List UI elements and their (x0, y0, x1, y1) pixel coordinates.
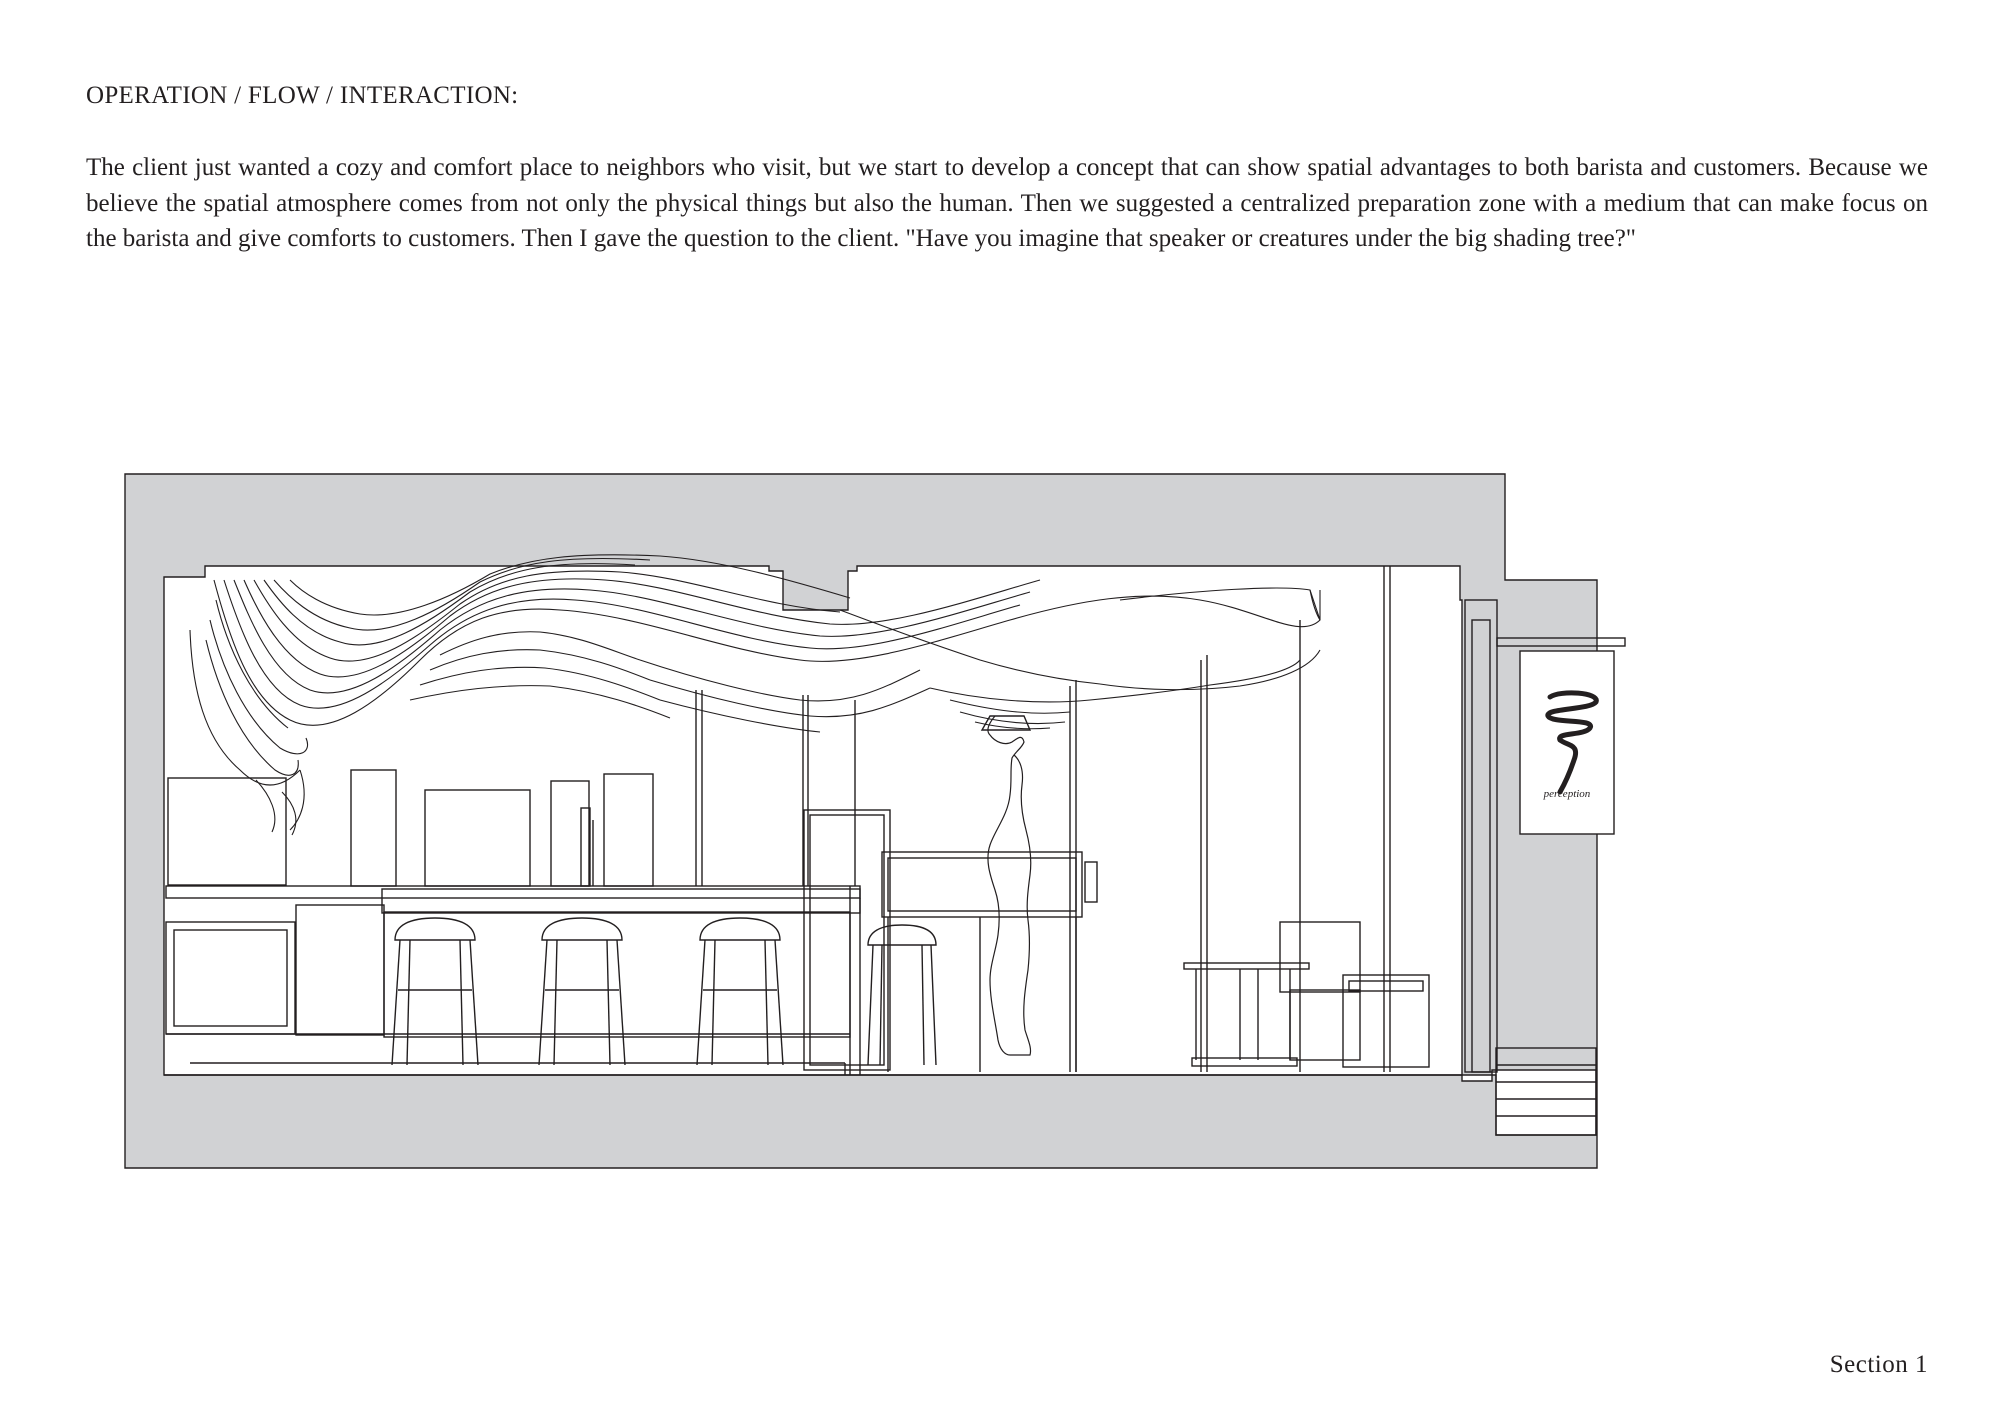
cafe-chair (1280, 922, 1360, 1060)
bar-stool (697, 918, 783, 1065)
ceiling-installation (190, 555, 1320, 835)
barista-figure (988, 716, 1031, 1055)
espresso-frame (804, 810, 890, 1070)
bar-stool (539, 918, 625, 1065)
body-paragraph: The client just wanted a cozy and comfort place to neighbors who visit, but we start to develop a concept that can show spatial advantages to both barista and customers. Because we believe the spatial atmosphere comes from not only the physical things but also the human. Then we suggested a centralized preparation zone with a medium that can make focus on the barista and give comforts to customers. Then I gave the question to the client. "Have you imagine that speaker or creatures under the big shading tree?" (86, 154, 1928, 252)
perception-sign (1520, 651, 1614, 834)
bar-stool (392, 918, 478, 1065)
page-heading: OPERATION / FLOW / INTERACTION: (86, 82, 519, 109)
counter-top (166, 886, 860, 898)
sign-text: perception (1543, 788, 1591, 800)
side-cabinet (1343, 975, 1429, 1067)
bar-stool (868, 925, 936, 1065)
section-caption: Section 1 (1829, 1351, 1928, 1378)
fridge-unit (168, 778, 286, 885)
section-poche (125, 474, 1597, 1168)
